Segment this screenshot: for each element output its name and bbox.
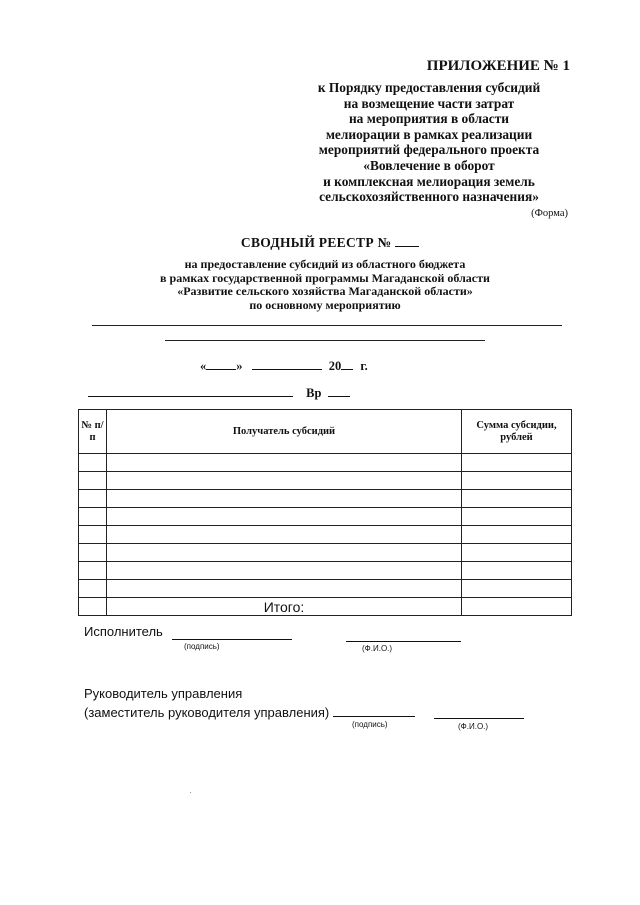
appendix-subtitle-line: к Порядку предоставления субсидий [317,80,541,95]
executor-signature-line [172,639,292,640]
appendix-subtitle-line: на мероприятия в области [348,111,510,127]
executor-name-caption: (Ф.И.О.) [362,644,393,653]
cell-num [79,526,107,544]
head-name-line [434,718,524,719]
appendix-subtitle-line: мелиорации в рамках реализации [325,126,533,142]
cell-num [79,472,107,490]
executor-signature-caption: (подпись) [184,642,220,651]
cell-num [79,508,107,526]
registry-number-blank [395,234,419,247]
total-empty-cell [79,598,107,616]
cell-recipient [107,490,462,508]
cell-num [79,490,107,508]
appendix-subtitle-line: «Вовлечение в оборот [363,157,495,173]
table-row [79,544,572,562]
date-close-quote: » [236,359,243,373]
table-row [79,526,572,544]
head-label-line2: (заместитель руководителя управления) [84,705,330,720]
table-row [79,580,572,598]
date-open-quote: « [200,359,207,373]
registry-title [200,234,460,251]
header-amount: Сумма субсидии, рублей [462,410,572,454]
cell-recipient [107,454,462,472]
registry-subtitle-line: на предоставление субсидий из областного бюджета [184,257,466,271]
table-row [79,562,572,580]
date-year-blank [341,358,353,370]
vr-row [88,385,350,401]
cell-amount [462,544,572,562]
header-num: № п/п [79,410,107,454]
head-label-line1: Руководитель управления [84,686,243,701]
table-header-row [79,410,572,454]
total-amount-cell [462,598,572,616]
total-label: Итого: [107,598,462,616]
table-row [79,472,572,490]
cell-num [79,454,107,472]
table-row [79,490,572,508]
cell-recipient [107,472,462,490]
date-month-blank [252,358,322,370]
cell-amount [462,562,572,580]
date-year-prefix: 20 [328,359,342,373]
event-name-blank-line-2 [165,340,485,341]
cell-amount [462,490,572,508]
table-total-row [79,598,572,616]
registry-subtitle-line: в рамках государственной программы Магаданской области [160,270,490,285]
appendix-subtitle [290,80,568,205]
appendix-subtitle-line: сельскохозяйственного назначения» [319,189,539,205]
form-label: (Форма) [531,208,568,219]
head-signature-caption: (подпись) [352,720,388,729]
cell-recipient [107,544,462,562]
cell-amount [462,526,572,544]
executor-label: Исполнитель [84,624,163,639]
appendix-subtitle-line: на возмещение части затрат [343,95,515,111]
event-name-blank-line [92,325,562,326]
registry-subtitle-line: «Развитие сельского хозяйства Магаданской области» [177,284,473,299]
cell-amount [462,508,572,526]
cell-num [79,544,107,562]
cell-recipient [107,526,462,544]
cell-num [79,580,107,598]
scan-speck [190,792,191,793]
appendix-subtitle-line: мероприятий федерального проекта [318,142,540,158]
cell-amount [462,454,572,472]
vr-left-blank [88,385,293,397]
head-signature-line [333,716,415,717]
head-name-caption: (Ф.И.О.) [458,722,489,731]
table-row [79,454,572,472]
date-year-suffix: г. [360,359,368,373]
cell-recipient [107,562,462,580]
cell-amount [462,472,572,490]
vr-code-blank [328,385,350,397]
cell-num [79,562,107,580]
cell-recipient [107,580,462,598]
date-row [200,358,460,374]
registry-table [78,409,572,616]
cell-amount [462,580,572,598]
header-recipient: Получатель субсидий [107,410,462,454]
cell-recipient [107,508,462,526]
date-day-blank [206,358,236,370]
registry-subtitle-line: по основному мероприятию [249,297,401,312]
appendix-subtitle-line: и комплексная мелиорация земель [323,173,535,189]
vr-label: Вр [306,386,322,400]
executor-name-line [346,641,461,642]
appendix-title: ПРИЛОЖЕНИЕ № 1 [426,58,570,74]
table-row [79,508,572,526]
registry-subtitle [110,258,540,312]
registry-title-text: СВОДНЫЙ РЕЕСТР № [240,235,392,250]
